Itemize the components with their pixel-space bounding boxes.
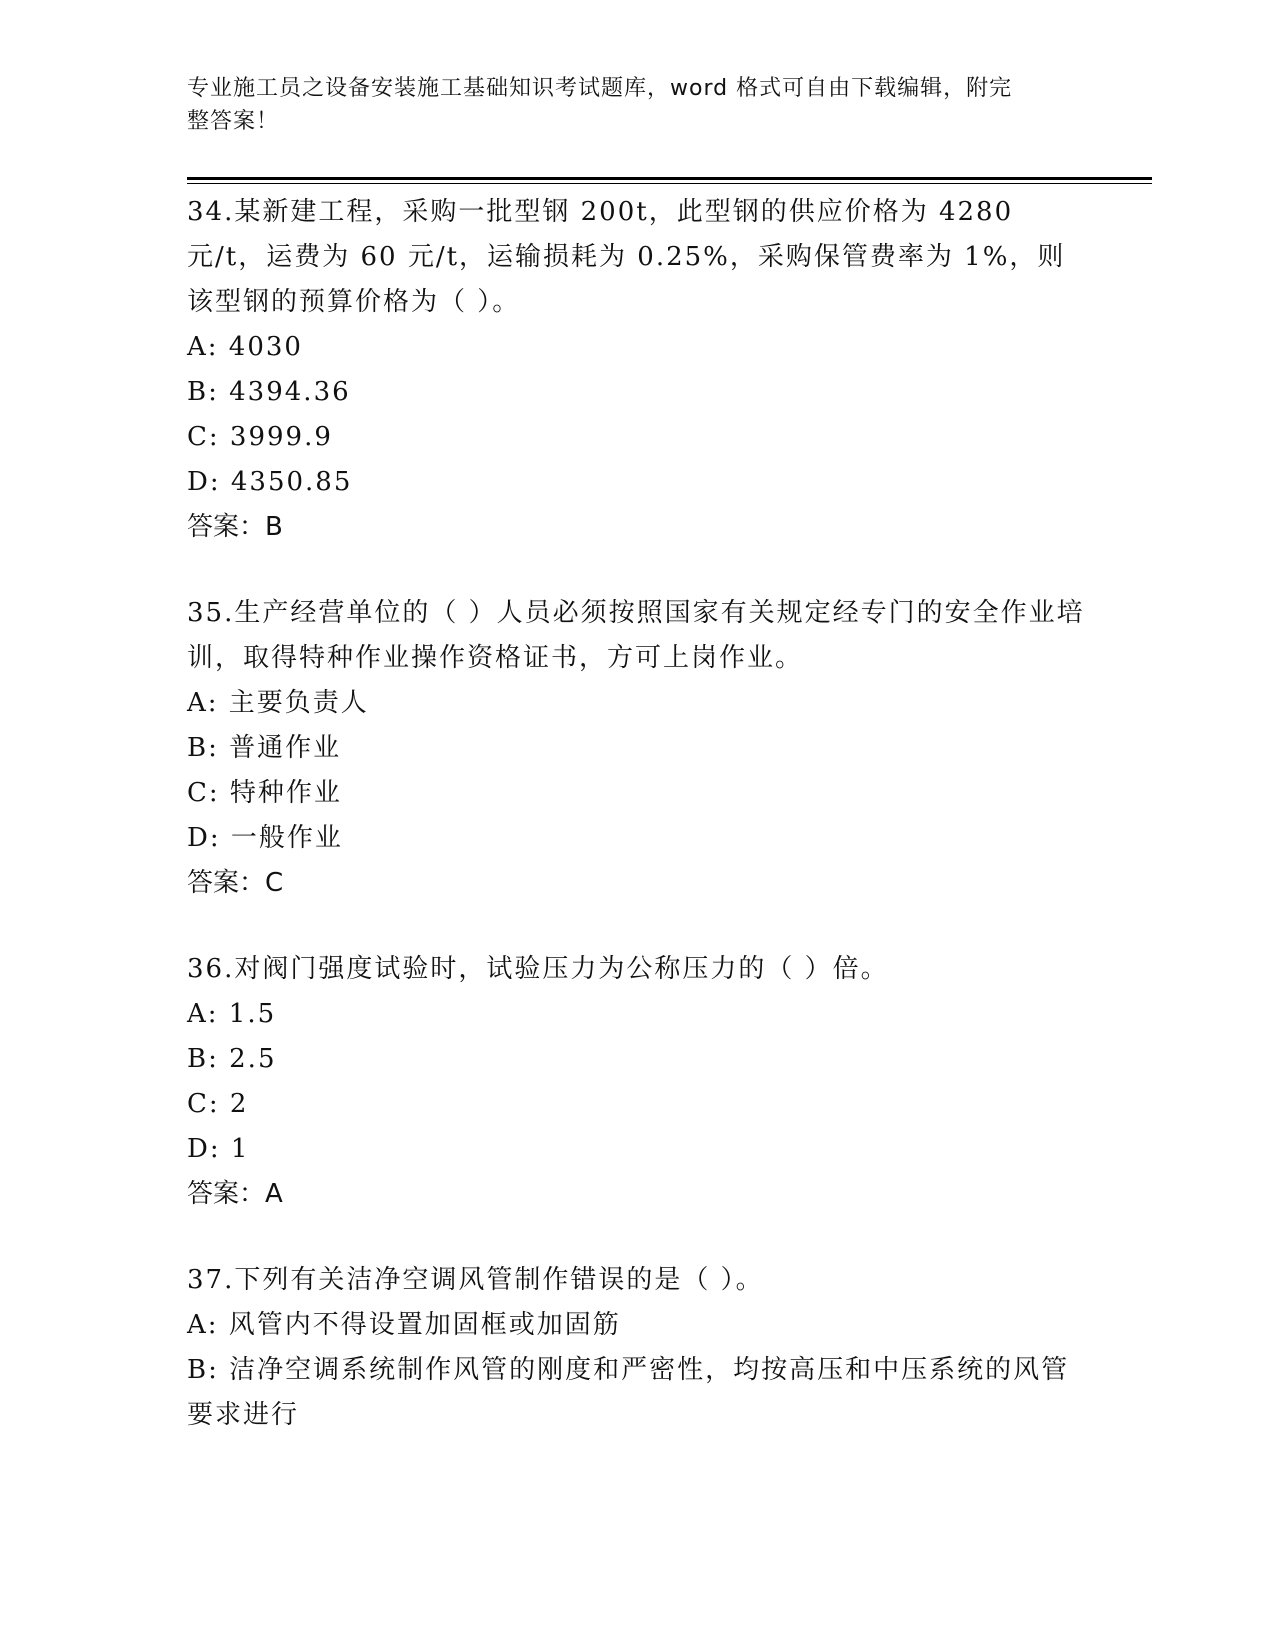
header-line-1: 专业施工员之设备安装施工基础知识考试题库，word 格式可自由下载编辑，附完 bbox=[187, 76, 1013, 101]
answer: 答案：B bbox=[187, 512, 283, 542]
question-text: 35.生产经营单位的（ ）人员必须按照国家有关规定经专门的安全作业培训，取得特种作业操作资格证书，方可上岗作业。 bbox=[187, 598, 1085, 673]
header-rule-thin bbox=[187, 183, 1152, 184]
question-text: 36.对阀门强度试验时，试验压力为公称压力的（ ）倍。 bbox=[187, 954, 889, 984]
option-c: C: 2 bbox=[187, 1089, 249, 1119]
question-list bbox=[187, 190, 1087, 1479]
question-text: 37.下列有关洁净空调风管制作错误的是（ ）。 bbox=[187, 1265, 764, 1295]
option-a: A: 1.5 bbox=[187, 999, 277, 1029]
answer: 答案：C bbox=[187, 868, 284, 898]
option-b: B: 2.5 bbox=[187, 1044, 277, 1074]
option-a: A: 风管内不得设置加固框或加固筋 bbox=[187, 1310, 621, 1340]
option-c: C: 特种作业 bbox=[187, 778, 342, 808]
option-c: C: 3999.9 bbox=[187, 422, 333, 452]
option-d: D: 4350.85 bbox=[187, 467, 353, 497]
option-b: B: 普通作业 bbox=[187, 733, 342, 763]
option-a: A: 4030 bbox=[187, 332, 303, 362]
answer: 答案：A bbox=[187, 1179, 283, 1209]
header-line-2: 整答案！ bbox=[187, 109, 280, 134]
question-text: 34.某新建工程，采购一批型钢 200t，此型钢的供应价格为 4280 元/t，运费为 60 元/t，运输损耗为 0.25%，采购保管费率为 1%，则该型钢的预算价格为（ ）。 bbox=[187, 197, 1066, 317]
header-rule-thick bbox=[187, 177, 1152, 180]
option-d: D: 一般作业 bbox=[187, 823, 343, 853]
option-d: D: 1 bbox=[187, 1134, 250, 1164]
question-34 bbox=[187, 190, 1087, 550]
option-b: B: 洁净空调系统制作风管的刚度和严密性，均按高压和中压系统的风管要求进行 bbox=[187, 1355, 1070, 1430]
document-header bbox=[187, 72, 1067, 138]
question-35 bbox=[187, 591, 1087, 906]
question-36 bbox=[187, 947, 1087, 1217]
option-b: B: 4394.36 bbox=[187, 377, 351, 407]
question-37 bbox=[187, 1258, 1087, 1438]
option-a: A: 主要负责人 bbox=[187, 688, 369, 718]
